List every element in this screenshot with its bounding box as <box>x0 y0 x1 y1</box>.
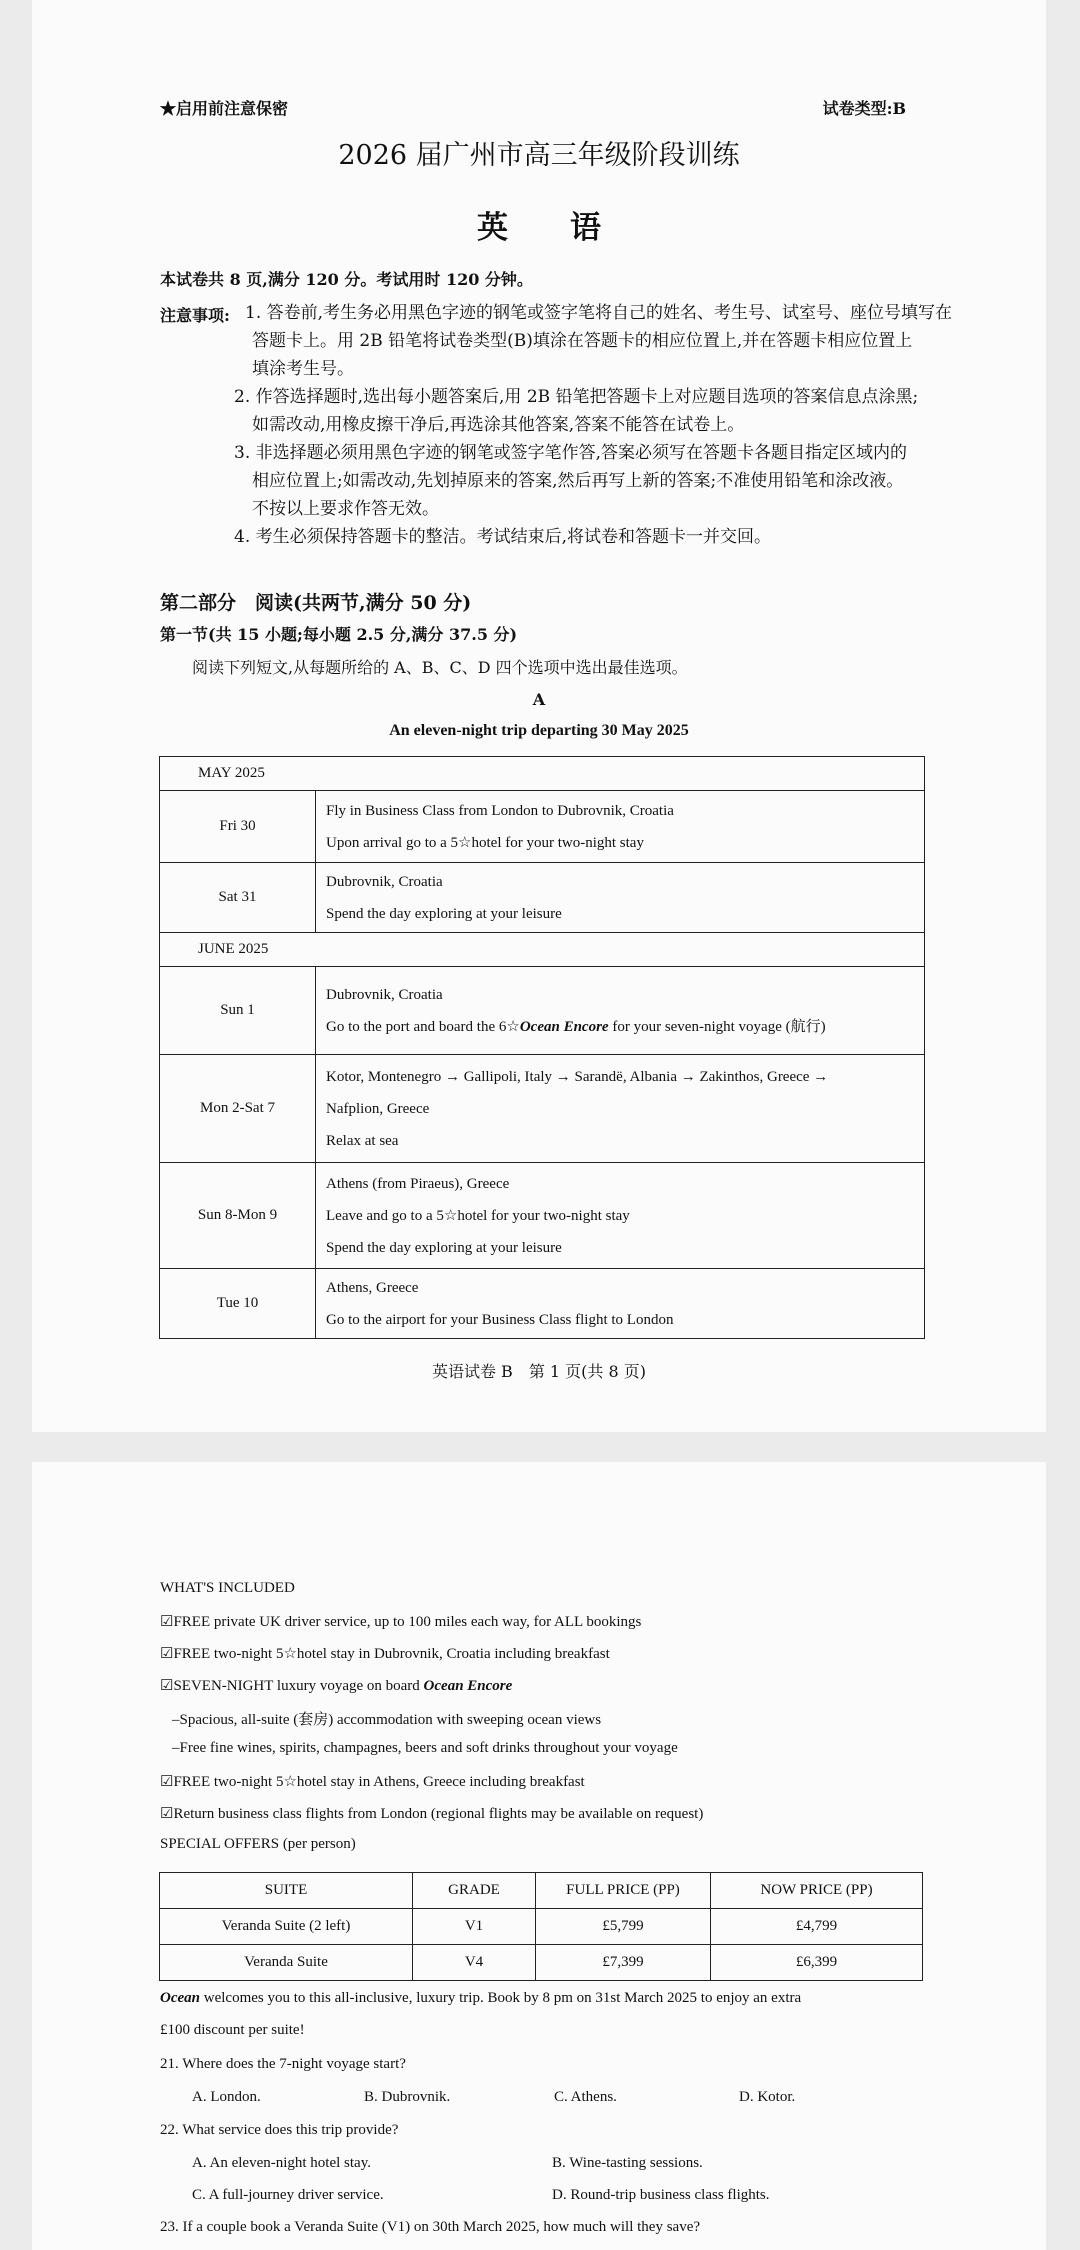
itinerary-day: Sun 8-Mon 9 <box>160 1163 316 1269</box>
itinerary-day: Sat 31 <box>160 863 316 933</box>
desc-line: Spend the day exploring at your leisure <box>326 1239 562 1256</box>
section-title: 第一节(共 15 小题;每小题 2.5 分,满分 37.5 分) <box>160 625 518 644</box>
welcome-line <box>160 1990 801 2007</box>
table-row <box>160 1269 925 1339</box>
desc-line: Leave and go to a 5☆hotel for your two-night stay <box>326 1207 630 1224</box>
brand-name: Ocean <box>160 1990 200 2006</box>
included-item: ☑FREE two-night 5☆hotel stay in Athens, Greece including breakfast <box>160 1774 585 1790</box>
note-line: 4. 考生必须保持答题卡的整洁。考试结束后,将试卷和答题卡一并交回。 <box>234 527 772 547</box>
desc-line: Kotor, Montenegro → Gallipoli, Italy → Sarandë, Albania → Zakinthos, Greece → <box>326 1068 829 1085</box>
table-cell: £7,399 <box>536 1945 711 1981</box>
desc-line: Fly in Business Class from London to Dubrovnik, Croatia <box>326 802 674 819</box>
confidential-notice: ★启用前注意保密 <box>160 99 289 118</box>
itinerary-day: Fri 30 <box>160 791 316 863</box>
ship-name: Ocean Encore <box>519 1018 609 1035</box>
table-row <box>160 863 925 933</box>
table-row <box>160 1945 923 1981</box>
question-21: 21. Where does the 7-night voyage start? <box>160 2056 406 2072</box>
included-item: ☑FREE private UK driver service, up to 100 miles each way, for ALL bookings <box>160 1614 642 1630</box>
itinerary-day: Sun 1 <box>160 967 316 1055</box>
note-line: 不按以上要求作答无效。 <box>252 499 439 519</box>
table-row <box>160 1909 923 1945</box>
desc-line: Athens (from Piraeus), Greece <box>326 1175 510 1192</box>
offers-title: SPECIAL OFFERS (per person) <box>160 1836 356 1852</box>
paper-type: 试卷类型:B <box>822 99 906 118</box>
subject-title: 英 语 <box>477 210 601 246</box>
desc-line: Dubrovnik, Croatia <box>326 873 443 890</box>
month-label: MAY 2025 <box>160 757 925 791</box>
itinerary-day: Mon 2-Sat 7 <box>160 1055 316 1163</box>
passage-title: An eleven-night trip departing 30 May 2025 <box>389 722 689 739</box>
passage-letter: A <box>532 690 546 709</box>
note-line: 3. 非选择题必须用黑色字迹的钢笔或签字笔作答,答案必须写在答题卡各题目指定区域内的 <box>234 443 908 463</box>
question-22: 22. What service does this trip provide? <box>160 2122 399 2138</box>
column-header: NOW PRICE (PP) <box>711 1873 923 1909</box>
itinerary-desc <box>316 863 925 933</box>
column-header: GRADE <box>413 1873 536 1909</box>
welcome-line: £100 discount per suite! <box>160 2022 305 2038</box>
desc-line: Nafplion, Greece <box>326 1100 430 1117</box>
included-subitem: –Spacious, all-suite (套房) accommodation with sweeping ocean views <box>172 1712 602 1728</box>
note-line: 如需改动,用橡皮擦干净后,再选涂其他答案,答案不能答在试卷上。 <box>252 415 745 435</box>
note-line: 2. 作答选择题时,选出每小题答案后,用 2B 铅笔把答题卡上对应题目选项的答案信息点涂黑; <box>234 387 919 407</box>
table-cell: Veranda Suite <box>160 1945 413 1981</box>
itinerary-desc <box>316 967 925 1055</box>
desc-line: Spend the day exploring at your leisure <box>326 905 562 922</box>
option: C. Athens. <box>554 2089 617 2105</box>
option: B. Dubrovnik. <box>364 2089 451 2105</box>
table-cell: £4,799 <box>711 1909 923 1945</box>
table-row <box>160 967 925 1055</box>
table-row <box>160 791 925 863</box>
table-header-row <box>160 1873 923 1909</box>
table-cell: Veranda Suite (2 left) <box>160 1909 413 1945</box>
desc-line: Go to the airport for your Business Class flight to London <box>326 1311 674 1328</box>
exam-title: 2026 届广州市高三年级阶段训练 <box>338 140 740 171</box>
itinerary-desc <box>316 1055 925 1163</box>
itinerary-day: Tue 10 <box>160 1269 316 1339</box>
option: C. A full-journey driver service. <box>192 2187 384 2203</box>
ship-name: Ocean Encore <box>423 1678 513 1694</box>
included-item: ☑FREE two-night 5☆hotel stay in Dubrovnik, Croatia including breakfast <box>160 1646 610 1662</box>
table-row <box>160 1055 925 1163</box>
desc-line: Relax at sea <box>326 1132 399 1149</box>
option: B. Wine-tasting sessions. <box>552 2155 703 2171</box>
option: D. Kotor. <box>739 2089 796 2105</box>
table-cell: £5,799 <box>536 1909 711 1945</box>
note-line: 填涂考生号。 <box>252 359 354 379</box>
option: A. An eleven-night hotel stay. <box>192 2155 371 2171</box>
included-item <box>160 1676 512 1695</box>
note-line: 1. 答卷前,考生务必用黑色字迹的钢笔或签字笔将自己的姓名、考生号、试室号、座位号填写在 <box>245 303 953 323</box>
included-text: ☑SEVEN-NIGHT luxury voyage on board <box>160 1678 424 1694</box>
table-cell: V1 <box>413 1909 536 1945</box>
desc-line: Dubrovnik, Croatia <box>326 986 443 1003</box>
note-line: 相应位置上;如需改动,先划掉原来的答案,然后再写上新的答案;不准使用铅笔和涂改液。 <box>252 471 904 491</box>
offers-table <box>159 1872 923 1981</box>
month-label: JUNE 2025 <box>160 933 925 967</box>
exam-page-1 <box>32 0 1046 1432</box>
instruction: 阅读下列短文,从每题所给的 A、B、C、D 四个选项中选出最佳选项。 <box>192 658 688 677</box>
itinerary-desc <box>316 1269 925 1339</box>
desc-line: Athens, Greece <box>326 1279 419 1296</box>
itinerary-table <box>159 756 925 1339</box>
notes-label: 注意事项: <box>160 306 230 325</box>
desc-text: Go to the port and board the 6☆ <box>326 1018 520 1035</box>
column-header: FULL PRICE (PP) <box>536 1873 711 1909</box>
table-row <box>160 1163 925 1269</box>
desc-text: for your seven-night voyage (航行) <box>608 1018 826 1035</box>
note-line: 答题卡上。用 2B 铅笔将试卷类型(B)填涂在答题卡的相应位置上,并在答题卡相应位置上 <box>252 331 913 351</box>
exam-page-2 <box>32 1462 1046 2250</box>
column-header: SUITE <box>160 1873 413 1909</box>
included-item: ☑Return business class flights from London (regional flights may be available on request) <box>160 1806 704 1822</box>
option: A. London. <box>192 2089 261 2105</box>
table-cell: £6,399 <box>711 1945 923 1981</box>
welcome-text: welcomes you to this all-inclusive, luxury trip. Book by 8 pm on 31st March 2025 to enjoy an extra <box>200 1990 802 2006</box>
page-footer: 英语试卷 B 第 1 页(共 8 页) <box>431 1362 647 1381</box>
part-title: 第二部分 阅读(共两节,满分 50 分) <box>160 592 472 614</box>
desc-line: Upon arrival go to a 5☆hotel for your two-night stay <box>326 834 644 851</box>
table-row <box>160 757 925 791</box>
itinerary-desc <box>316 1163 925 1269</box>
itinerary-desc <box>316 791 925 863</box>
table-row <box>160 933 925 967</box>
included-subitem: –Free fine wines, spirits, champagnes, beers and soft drinks throughout your voyage <box>172 1740 678 1756</box>
exam-intro: 本试卷共 8 页,满分 120 分。考试用时 120 分钟。 <box>160 270 533 289</box>
included-title: WHAT'S INCLUDED <box>160 1580 295 1596</box>
table-cell: V4 <box>413 1945 536 1981</box>
option: D. Round-trip business class flights. <box>552 2187 770 2203</box>
desc-line <box>326 1011 924 1043</box>
question-23: 23. If a couple book a Veranda Suite (V1) on 30th March 2025, how much will they save? <box>160 2219 701 2235</box>
